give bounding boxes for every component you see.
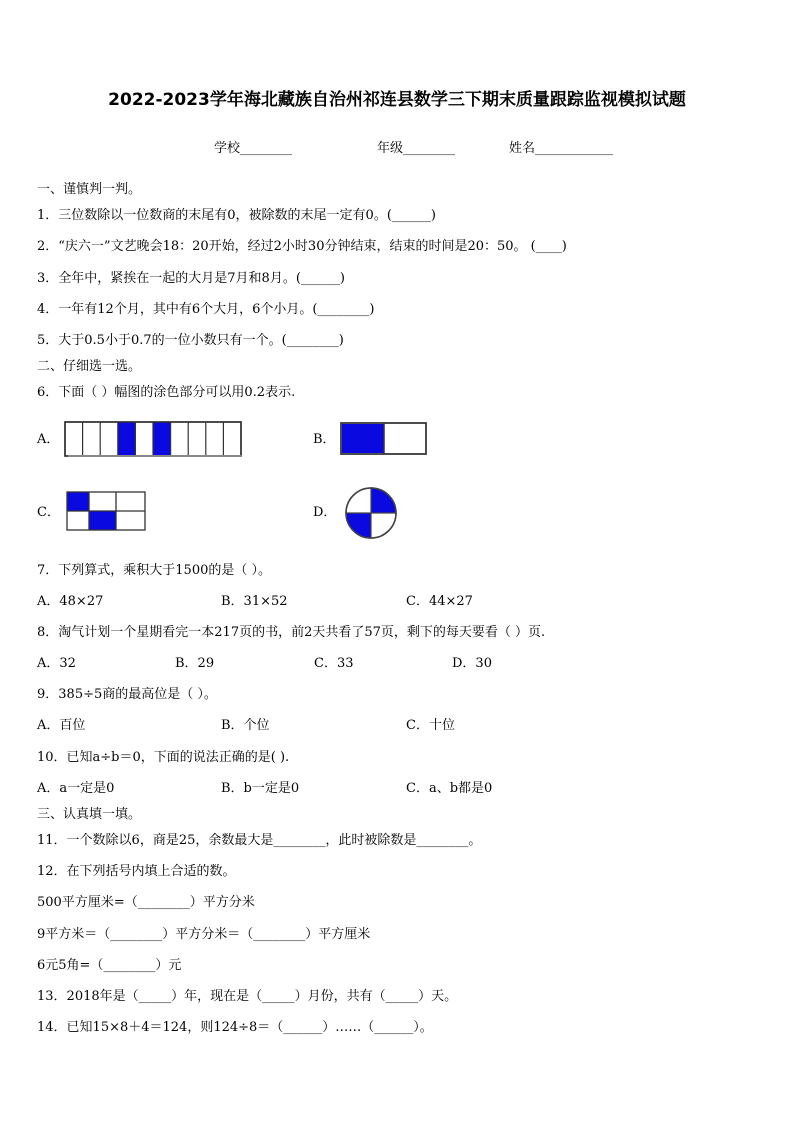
q7-option-b: B．31×52 xyxy=(221,594,288,609)
option-d-label: D． xyxy=(313,505,337,520)
q12-line-1: 500平方厘米=（________）平方分米 xyxy=(37,895,255,910)
grade-field: 年级________ xyxy=(377,141,456,156)
question-9: 9．385÷5商的最高位是（ ）。 xyxy=(37,687,217,702)
question-12: 12．在下列括号内填上合适的数。 xyxy=(37,864,236,879)
q9-option-b: B．个位 xyxy=(221,718,270,733)
question-10: 10．已知a÷b＝0，下面的说法正确的是( ). xyxy=(37,750,290,765)
figure-a-strip xyxy=(64,421,244,458)
q10-option-c: C．a、b都是0 xyxy=(406,781,493,796)
question-5: 5．大于0.5小于0.7的一位小数只有一个。(________) xyxy=(37,333,344,348)
option-b-label: B． xyxy=(313,432,336,447)
section2-heading: 二、仔细选一选。 xyxy=(37,359,142,374)
q12-line-2: 9平方米＝（________）平方分米＝（________）平方厘米 xyxy=(37,927,371,942)
option-c-label: C． xyxy=(37,505,60,520)
figure-c-grid xyxy=(66,491,148,532)
option-a-label: A． xyxy=(37,432,60,447)
q12-line-3: 6元5角=（________）元 xyxy=(37,958,182,973)
name-field: 姓名____________ xyxy=(509,141,614,156)
section3-heading: 三、认真填一填。 xyxy=(37,807,142,822)
q8-option-c: C．33 xyxy=(314,656,354,671)
question-1: 1．三位数除以一位数商的末尾有0，被除数的末尾一定有0。(______) xyxy=(37,208,436,223)
question-7: 7．下列算式，乘积大于1500的是（ ）。 xyxy=(37,563,271,578)
question-6: 6．下面（ ）幅图的涂色部分可以用0.2表示. xyxy=(37,385,296,400)
q8-option-d: D．30 xyxy=(452,656,492,671)
q9-option-a: A．百位 xyxy=(37,718,86,733)
school-field: 学校________ xyxy=(214,141,293,156)
q8-option-a: A．32 xyxy=(37,656,76,671)
q10-option-a: A．a一定是0 xyxy=(37,781,115,796)
question-14: 14．已知15×8＋4＝124，则124÷8＝（______）……（______）。 xyxy=(37,1020,433,1035)
q8-option-b: B．29 xyxy=(175,656,215,671)
question-4: 4．一年有12个月，其中有6个大月，6个小月。(________) xyxy=(37,302,375,317)
question-2: 2．“庆六一”文艺晚会18：20开始，经过2小时30分钟结束，结束的时间是20：50。 (____) xyxy=(37,239,567,254)
question-11: 11．一个数除以6，商是25，余数最大是________，此时被除数是________。 xyxy=(37,833,482,848)
figure-b-strip xyxy=(340,422,428,456)
page-title: 2022-2023学年海北藏族自治州祁连县数学三下期末质量跟踪监视模拟试题 xyxy=(108,90,686,110)
q10-option-b: B．b一定是0 xyxy=(221,781,300,796)
q7-option-c: C．44×27 xyxy=(406,594,473,609)
question-13: 13．2018年是（_____）年，现在是（_____）月份，共有（_____）天。 xyxy=(37,989,458,1004)
figure-d-circle xyxy=(344,484,398,542)
q9-option-c: C．十位 xyxy=(406,718,455,733)
question-8: 8．淘气计划一个星期看完一本217页的书，前2天共看了57页，剩下的每天要看（ ）页. xyxy=(37,625,546,640)
q7-option-a: A．48×27 xyxy=(37,594,104,609)
question-3: 3．全年中，紧挨在一起的大月是7月和8月。(______) xyxy=(37,271,345,286)
section1-heading: 一、谨慎判一判。 xyxy=(37,182,142,197)
